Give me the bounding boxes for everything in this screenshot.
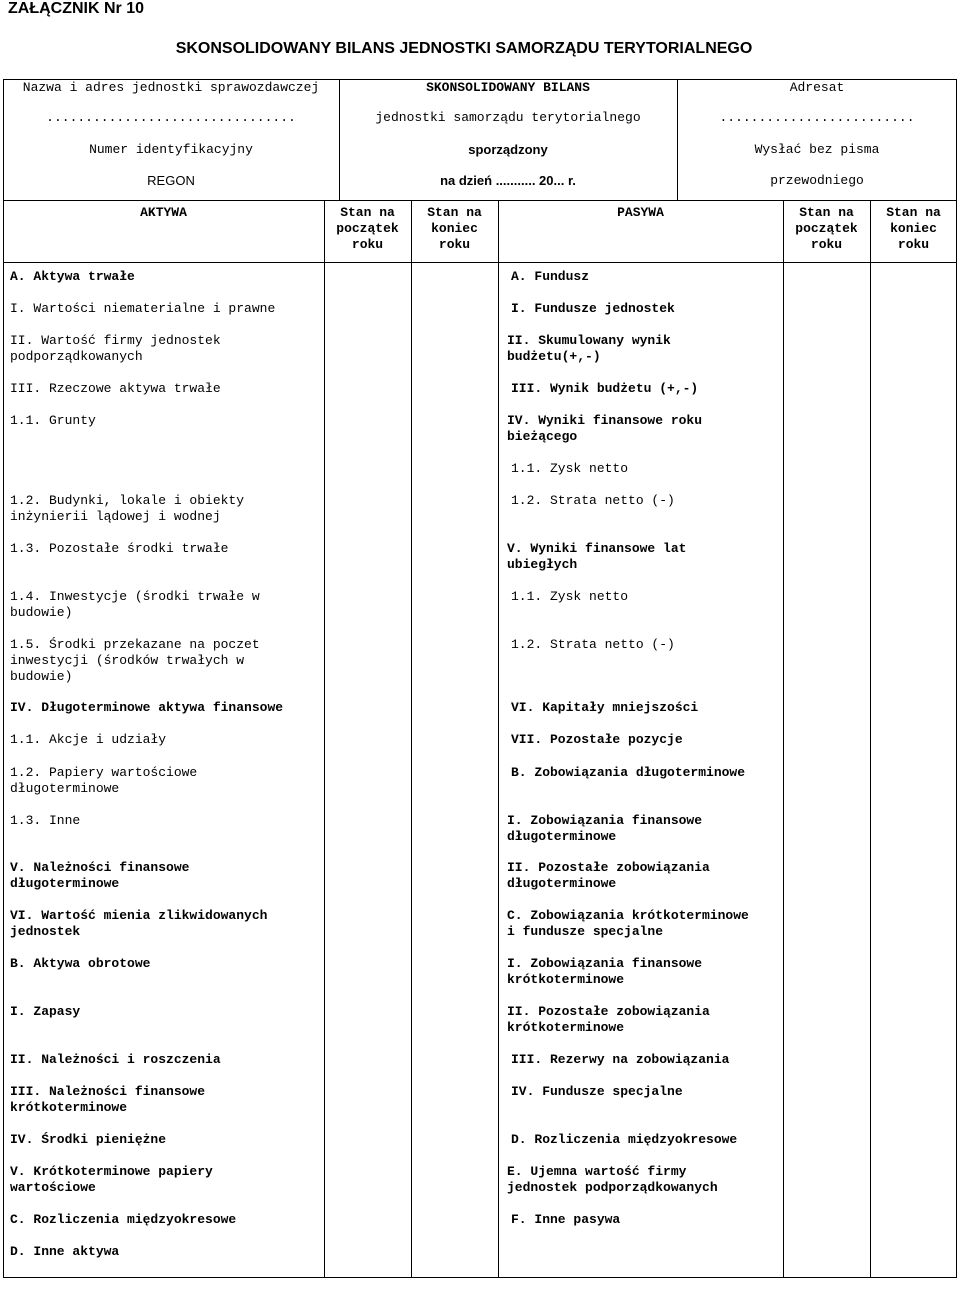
table-col-divider-1	[324, 200, 325, 1278]
pasywa-e: E. Ujemna wartość firmy jednostek podporządkowanych	[507, 1164, 718, 1195]
pasywa-a4-2: 1.2. Strata netto (-)	[511, 493, 675, 508]
column-header-divider	[3, 262, 957, 263]
regon-label: REGON	[147, 173, 195, 188]
header-divider	[3, 200, 957, 201]
aktywa-b4: IV. Środki pieniężne	[10, 1132, 167, 1147]
pasywa-c2: II. Pozostałe zobowiązania krótkoterminowe	[507, 1004, 710, 1035]
pasywa-a7: VII. Pozostałe pozycje	[511, 732, 683, 747]
reporting-unit-dots: ................................	[46, 110, 296, 125]
aktywa-a4-2: 1.2. Papiery wartościowe długoterminowe	[10, 765, 198, 796]
aktywa-a5: V. Należności finansowe długoterminowe	[10, 860, 190, 891]
aktywa-a6: VI. Wartość mienia zlikwidowanych jednostek	[10, 908, 268, 939]
form-name: SKONSOLIDOWANY BILANS	[426, 80, 590, 95]
pasywa-a3: III. Wynik budżetu (+,-)	[511, 381, 699, 396]
pasywa-a4-1: 1.1. Zysk netto	[511, 461, 629, 476]
aktywa-b1: I. Zapasy	[10, 1004, 81, 1019]
date-field: na dzień ........... 20... r.	[440, 173, 576, 188]
aktywa-b2: II. Należności i roszczenia	[10, 1052, 221, 1067]
pasywa-header: PASYWA	[617, 205, 664, 220]
pasywa-c1: I. Zobowiązania finansowe krótkoterminowe	[507, 956, 703, 987]
pasywa-a6: VI. Kapitały mniejszości	[511, 700, 699, 715]
pasywa-a1: I. Fundusze jednostek	[511, 301, 675, 316]
aktywa-a4-3: 1.3. Inne	[10, 813, 81, 828]
pasywa-a: A. Fundusz	[511, 269, 590, 284]
aktywa-a3-3: 1.3. Pozostałe środki trwałe	[10, 541, 229, 556]
aktywa-a2: II. Wartość firmy jednostek podporządkowanych	[10, 333, 221, 364]
aktywa-b: B. Aktywa obrotowe	[10, 956, 151, 971]
aktywa-b3: III. Należności finansowe krótkoterminowe	[10, 1084, 206, 1115]
identification-number-label: Numer identyfikacyjny	[89, 142, 253, 157]
pasywa-a5-2: 1.2. Strata netto (-)	[511, 637, 675, 652]
reporting-unit-label: Nazwa i adres jednostki sprawozdawczej	[22, 80, 320, 95]
aktywa-b5: V. Krótkoterminowe papiery wartościowe	[10, 1164, 213, 1195]
pasywa-b1: I. Zobowiązania finansowe długoterminowe	[507, 813, 703, 844]
table-col-divider-3	[498, 200, 499, 1278]
pasywa-a4: IV. Wyniki finansowe roku bieżącego	[507, 413, 703, 444]
pasywa-b: B. Zobowiązania długoterminowe	[511, 765, 746, 780]
cover-letter-label: przewodniego	[770, 173, 864, 188]
aktywa-header: AKTYWA	[140, 205, 187, 220]
form-subject: jednostki samorządu terytorialnego	[375, 110, 641, 125]
aktywa-a1: I. Wartości niematerialne i prawne	[10, 301, 276, 316]
aktywa-c: C. Rozliczenia międzyokresowe	[10, 1212, 237, 1227]
annex-label: ZAŁĄCZNIK Nr 10	[8, 0, 145, 17]
pasywa-a2: II. Skumulowany wynik budżetu(+,-)	[507, 333, 671, 364]
pasywa-end-header: Stan na koniec roku	[886, 205, 941, 252]
aktywa-a3: III. Rzeczowe aktywa trwałe	[10, 381, 221, 396]
aktywa-a3-2: 1.2. Budynki, lokale i obiekty inżynierii lądowej i wodnej	[10, 493, 245, 524]
table-col-divider-4	[783, 200, 784, 1278]
pasywa-c4: IV. Fundusze specjalne	[511, 1084, 683, 1099]
aktywa-a: A. Aktywa trwałe	[10, 269, 135, 284]
aktywa-a3-4: 1.4. Inwestycje (środki trwałe w budowie)	[10, 589, 260, 620]
table-col-divider-5	[870, 200, 871, 1278]
pasywa-a5-1: 1.1. Zysk netto	[511, 589, 629, 604]
table-col-divider-2	[411, 200, 412, 1278]
prepared-label: sporządzony	[468, 142, 548, 157]
pasywa-f: F. Inne pasywa	[511, 1212, 621, 1227]
aktywa-a3-1: 1.1. Grunty	[10, 413, 96, 428]
aktywa-a3-5: 1.5. Środki przekazane na poczet inwestycji (środków trwałych w budowie)	[10, 637, 260, 684]
page-title: SKONSOLIDOWANY BILANS JEDNOSTKI SAMORZĄDU TERYTORIALNEGO	[175, 40, 753, 57]
aktywa-a4-1: 1.1. Akcje i udziały	[10, 732, 167, 747]
aktywa-end-header: Stan na koniec roku	[427, 205, 482, 252]
aktywa-start-header: Stan na początek roku	[336, 205, 399, 252]
pasywa-b2: II. Pozostałe zobowiązania długoterminowe	[507, 860, 710, 891]
addressee-label: Adresat	[789, 80, 845, 95]
aktywa-d: D. Inne aktywa	[10, 1244, 120, 1259]
pasywa-start-header: Stan na początek roku	[795, 205, 858, 252]
aktywa-a4: IV. Długoterminowe aktywa finansowe	[10, 700, 284, 715]
send-without-letter: Wysłać bez pisma	[754, 142, 880, 157]
pasywa-a5: V. Wyniki finansowe lat ubiegłych	[507, 541, 687, 572]
pasywa-d: D. Rozliczenia międzyokresowe	[511, 1132, 738, 1147]
addressee-dots: .........................	[719, 110, 915, 125]
pasywa-c3: III. Rezerwy na zobowiązania	[511, 1052, 730, 1067]
pasywa-c: C. Zobowiązania krótkoterminowe i fundusze specjalne	[507, 908, 749, 939]
